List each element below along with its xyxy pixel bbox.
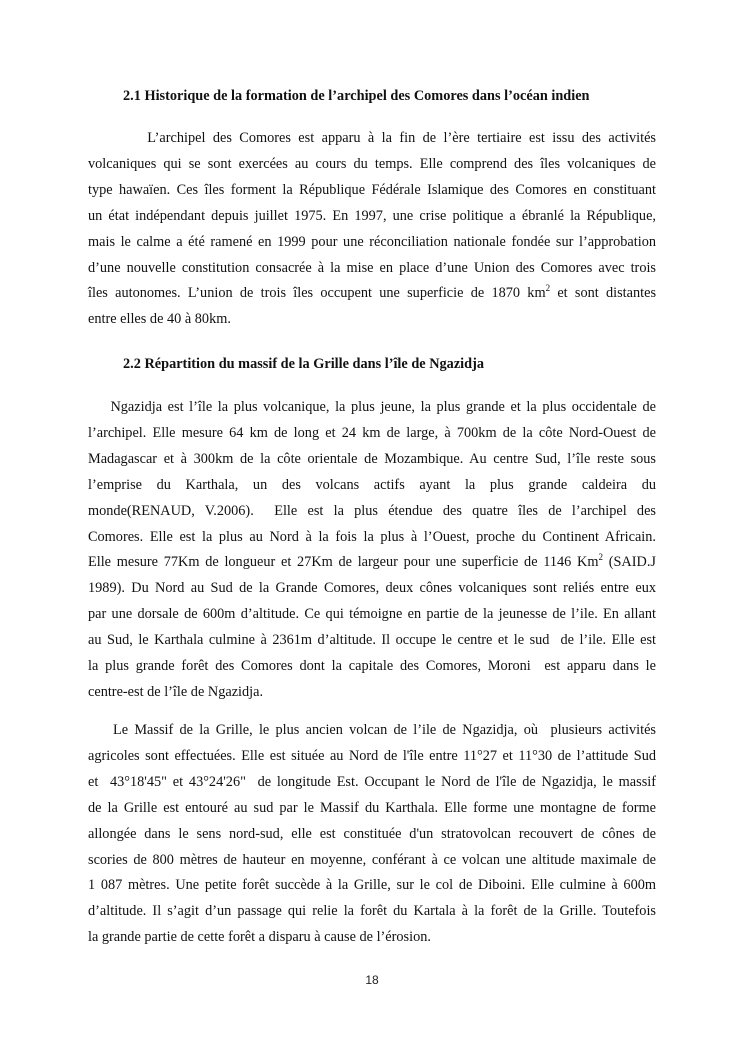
line-text: Elle mesure 77Km de longueur et 27Km de largeur pour une superficie de 1146 Km	[88, 554, 599, 571]
paragraph-line: la plus grande forêt des Comores dont la capitale des Comores, Moroni est apparu dans le	[88, 658, 656, 675]
page-number: 18	[365, 973, 379, 987]
paragraph-line: allongée dans le sens nord-sud, elle est constituée d'un stratovolcan recouvert de cônes de	[88, 825, 656, 842]
line-text: (SAID.J	[603, 554, 656, 571]
section-2-2-paragraph-1	[88, 395, 656, 706]
section-2-2-paragraph-2	[88, 718, 656, 951]
paragraph-line: Comores. Elle est la plus au Nord à la fois la plus à l’Ouest, proche du Continent Africain.	[88, 528, 656, 545]
paragraph-line: par une dorsale de 600m d’altitude. Ce qui témoigne en partie de la jeunesse de l’ile. En allant	[88, 606, 656, 623]
paragraph-line: agricoles sont effectuées. Elle est située au Nord de l'île entre 11°27 et 11°30 de l’attitude Sud	[88, 747, 656, 764]
paragraph-line: type hawaïen. Ces îles forment la République Fédérale Islamique des Comores en constituant	[88, 181, 656, 198]
paragraph-line: d’une nouvelle constitution consacrée à la mise en place d’une Union des Comores avec trois	[88, 259, 656, 276]
paragraph-line: l’archipel. Elle mesure 64 km de long et 24 km de large, à 700km de la côte Nord-Ouest de	[88, 424, 656, 441]
paragraph-line-with-superscript	[88, 554, 656, 570]
paragraph-line: scories de 800 mètres de hauteur en moyenne, conférant à ce volcan une altitude maximale de	[88, 851, 656, 868]
paragraph-line: 1 087 mètres. Une petite forêt succède à la Grille, sur le col de Diboini. Elle culmine à 600m	[88, 877, 656, 894]
paragraph-line: centre-est de l’île de Ngazidja.	[88, 683, 264, 700]
paragraph-line: l’emprise du Karthala, un des volcans actifs ayant la plus grande caldeira du	[88, 476, 656, 493]
section-2-1-paragraph	[88, 126, 656, 333]
paragraph-line-with-superscript	[88, 285, 656, 301]
paragraph-line: et 43°18'45" et 43°24'26" de longitude Est. Occupant le Nord de l'île de Ngazidja, le massif	[88, 773, 656, 790]
paragraph-line: au Sud, le Karthala culmine à 2361m d’altitude. Il occupe le centre et le sud de l’ile. Elle est	[88, 632, 656, 649]
paragraph-line: un état indépendant depuis juillet 1975. En 1997, une crise politique a ébranlé la République,	[88, 207, 656, 224]
section-heading-2-2: 2.2 Répartition du massif de la Grille dans l’île de Ngazidja	[123, 356, 484, 372]
paragraph-line: 1989). Du Nord au Sud de la Grande Comores, deux cônes volcaniques sont reliés entre eux	[88, 580, 656, 597]
superscript: 2	[545, 283, 551, 294]
paragraph-line: Madagascar et à 300km de la côte orientale de Mozambique. Au centre Sud, l’île reste sous	[88, 450, 656, 467]
line-text: et sont distantes	[550, 285, 657, 302]
paragraph-line: monde(RENAUD, V.2006). Elle est la plus étendue des quatre îles de l’archipel des	[88, 502, 656, 519]
paragraph-line: de la Grille est entouré au sud par le Massif du Karthala. Elle forme une montagne de forme	[88, 799, 656, 816]
line-text: îles autonomes. L’union de trois îles occupent une superficie de 1870 km	[88, 285, 546, 302]
superscript: 2	[598, 552, 603, 563]
paragraph-line: L’archipel des Comores est apparu à la fin de l’ère tertiaire est issu des activités	[88, 130, 656, 146]
paragraph-line: mais le calme a été ramené en 1999 pour une réconciliation nationale fondée sur l’approbation	[88, 233, 656, 250]
paragraph-line: la grande partie de cette forêt a disparu à cause de l’érosion.	[88, 929, 431, 946]
paragraph-line: Ngazidja est l’île la plus volcanique, la plus jeune, la plus grande et la plus occidentale de	[88, 399, 656, 415]
paragraph-line: d’altitude. Il s’agit d’un passage qui relie la forêt du Kartala à la forêt de la Grille. Toutefois	[88, 903, 656, 920]
paragraph-line: Le Massif de la Grille, le plus ancien volcan de l’ile de Ngazidja, où plusieurs activités	[88, 722, 656, 738]
paragraph-line: volcaniques qui se sont exercées au cours du temps. Elle comprend des îles volcaniques de	[88, 155, 656, 172]
paragraph-line: entre elles de 40 à 80km.	[88, 311, 231, 328]
section-heading-2-1: 2.1 Historique de la formation de l’archipel des Comores dans l’océan indien	[123, 88, 590, 104]
